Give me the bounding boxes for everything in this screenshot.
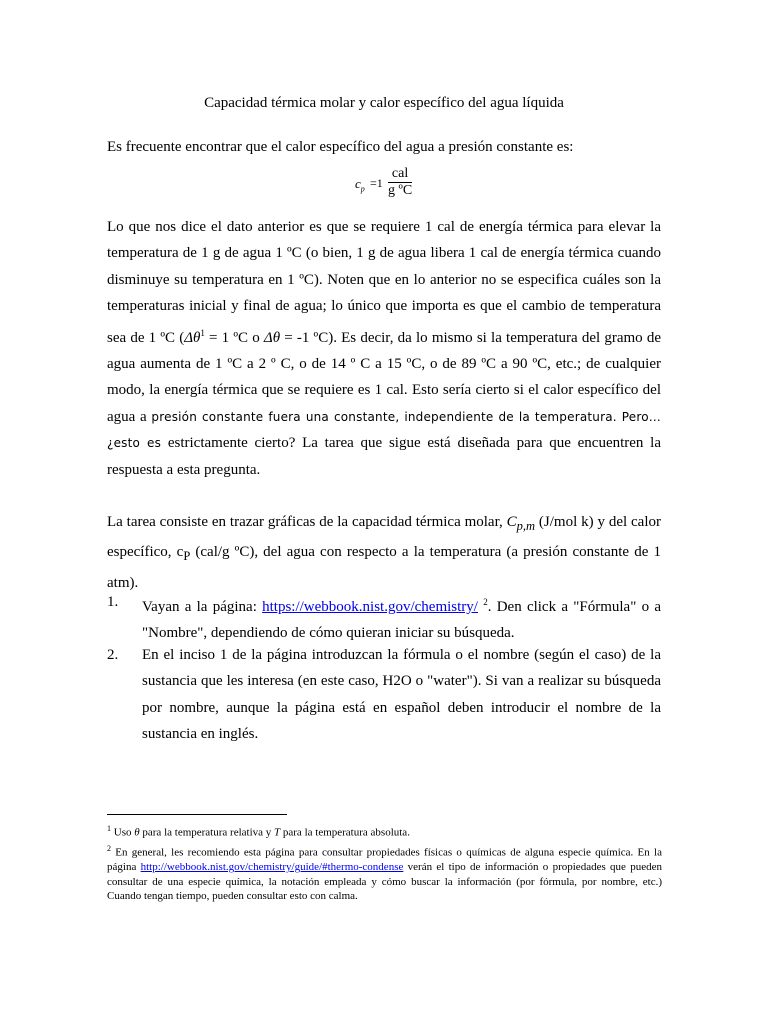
footnote-ref-1[interactable]: 1 <box>200 327 205 338</box>
intro-paragraph: Es frecuente encontrar que el calor específico del agua a presión constante es: <box>107 139 574 155</box>
footnotes <box>107 822 662 906</box>
list-number: 1. <box>107 594 119 610</box>
specific-heat-formula <box>350 166 420 202</box>
footnote-2: $^2$ En general, les recomiendo esta página para consultar propiedades físicas o químicas de alguna especie química. En la página http://webbook.nist.gov/chemistry/guide/#thermo-condense verán el tipo de información o propiedades que pueden consultar de una especie química, la notación empleada y cómo buscar la información (por fórmula, por nombre, etc.) Cuando tengan tiempo, pueden consultar esto con calma. <box>107 844 662 903</box>
mono-text-span: presión constante fuera una constante, independiente de la temperatura. Pero… ¿esto es <box>107 409 661 451</box>
formula-fraction <box>388 166 412 199</box>
footnote-ref-2[interactable]: 2 <box>483 597 488 607</box>
list-item: 1. Vayan a la página: https://webbook.nist.gov/chemistry/ $^2$. Den click a "Fórmula" o a "Nombre", dependiendo de cómo quieran iniciar su búsqueda. <box>107 589 661 647</box>
formula-denominator: g ºC <box>388 183 413 198</box>
formula-symbol: $c_p$ <box>355 176 365 194</box>
nist-webbook-link[interactable]: https://webbook.nist.gov/chemistry/ <box>262 599 478 615</box>
task-paragraph: La tarea consiste en trazar gráficas de la capacidad térmica molar, $C_{p,m}$ (J/mol k) y del calor específico, $c_P$ (cal/g ºC), del agua con respecto a la temperatura (a presión constante de 1 atm). <box>107 514 661 591</box>
delta-theta-1: Δθ <box>184 329 201 346</box>
formula-numerator: cal <box>388 166 412 183</box>
molar-heat-capacity-symbol: $C_{p,m}$ <box>506 514 536 533</box>
delta-theta-2: Δθ <box>263 329 281 346</box>
footnote-1: $^1$ Uso θ para la temperatura relativa y T para la temperatura absoluta. <box>107 824 410 839</box>
list-item <box>107 642 661 748</box>
formula-equals: =1 <box>370 176 383 190</box>
explanation-paragraph: Lo que nos dice el dato anterior es que se requiere 1 cal de energía térmica para elevar la temperatura de 1 g de agua 1 ºC (o bien, 1 g de agua libera 1 cal de energía térmica cuando disminuye su temperatura en 1 ºC). Noten que en lo anterior no se especifica cuáles son la temperaturas inicial y final de agua; lo único que importa es que el cambio de temperatura sea de 1 ºC (Δθ$^1$ = 1 ºC o Δθ = -1 ºC). Es decir, da lo mismo si la temperatura del gramo de agua aumenta de 1 ºC a 2 º C, o de 14 º C a 15 ºC, o de 89 ºC a 90 ºC, etc.; de cualquier modo, la energía térmica que se requiere es 1 cal. Esto sería cierto si el calor específico del agua a presión constante fuera una constante, independiente de la temperatura. Pero… ¿esto es estrictamente cierto? La tarea que sigue está diseñada para que encuentren la respuesta a esta pregunta. <box>107 219 661 478</box>
footnote-separator <box>107 814 287 815</box>
list-item-text: En el inciso 1 de la página introduzcan la fórmula o el nombre (según el caso) de la sustancia que les interesa (en este caso, H2O o "water"). Si van a realizar su búsqueda por nombre, aunque la página está en español deben introducir el nombre de la sustancia en inglés. <box>142 647 661 743</box>
list-number: 2. <box>107 647 119 663</box>
page-title: Capacidad térmica molar y calor específico del agua líquida <box>204 95 564 111</box>
nist-guide-link[interactable]: http://webbook.nist.gov/chemistry/guide/#thermo-condense <box>140 861 404 874</box>
